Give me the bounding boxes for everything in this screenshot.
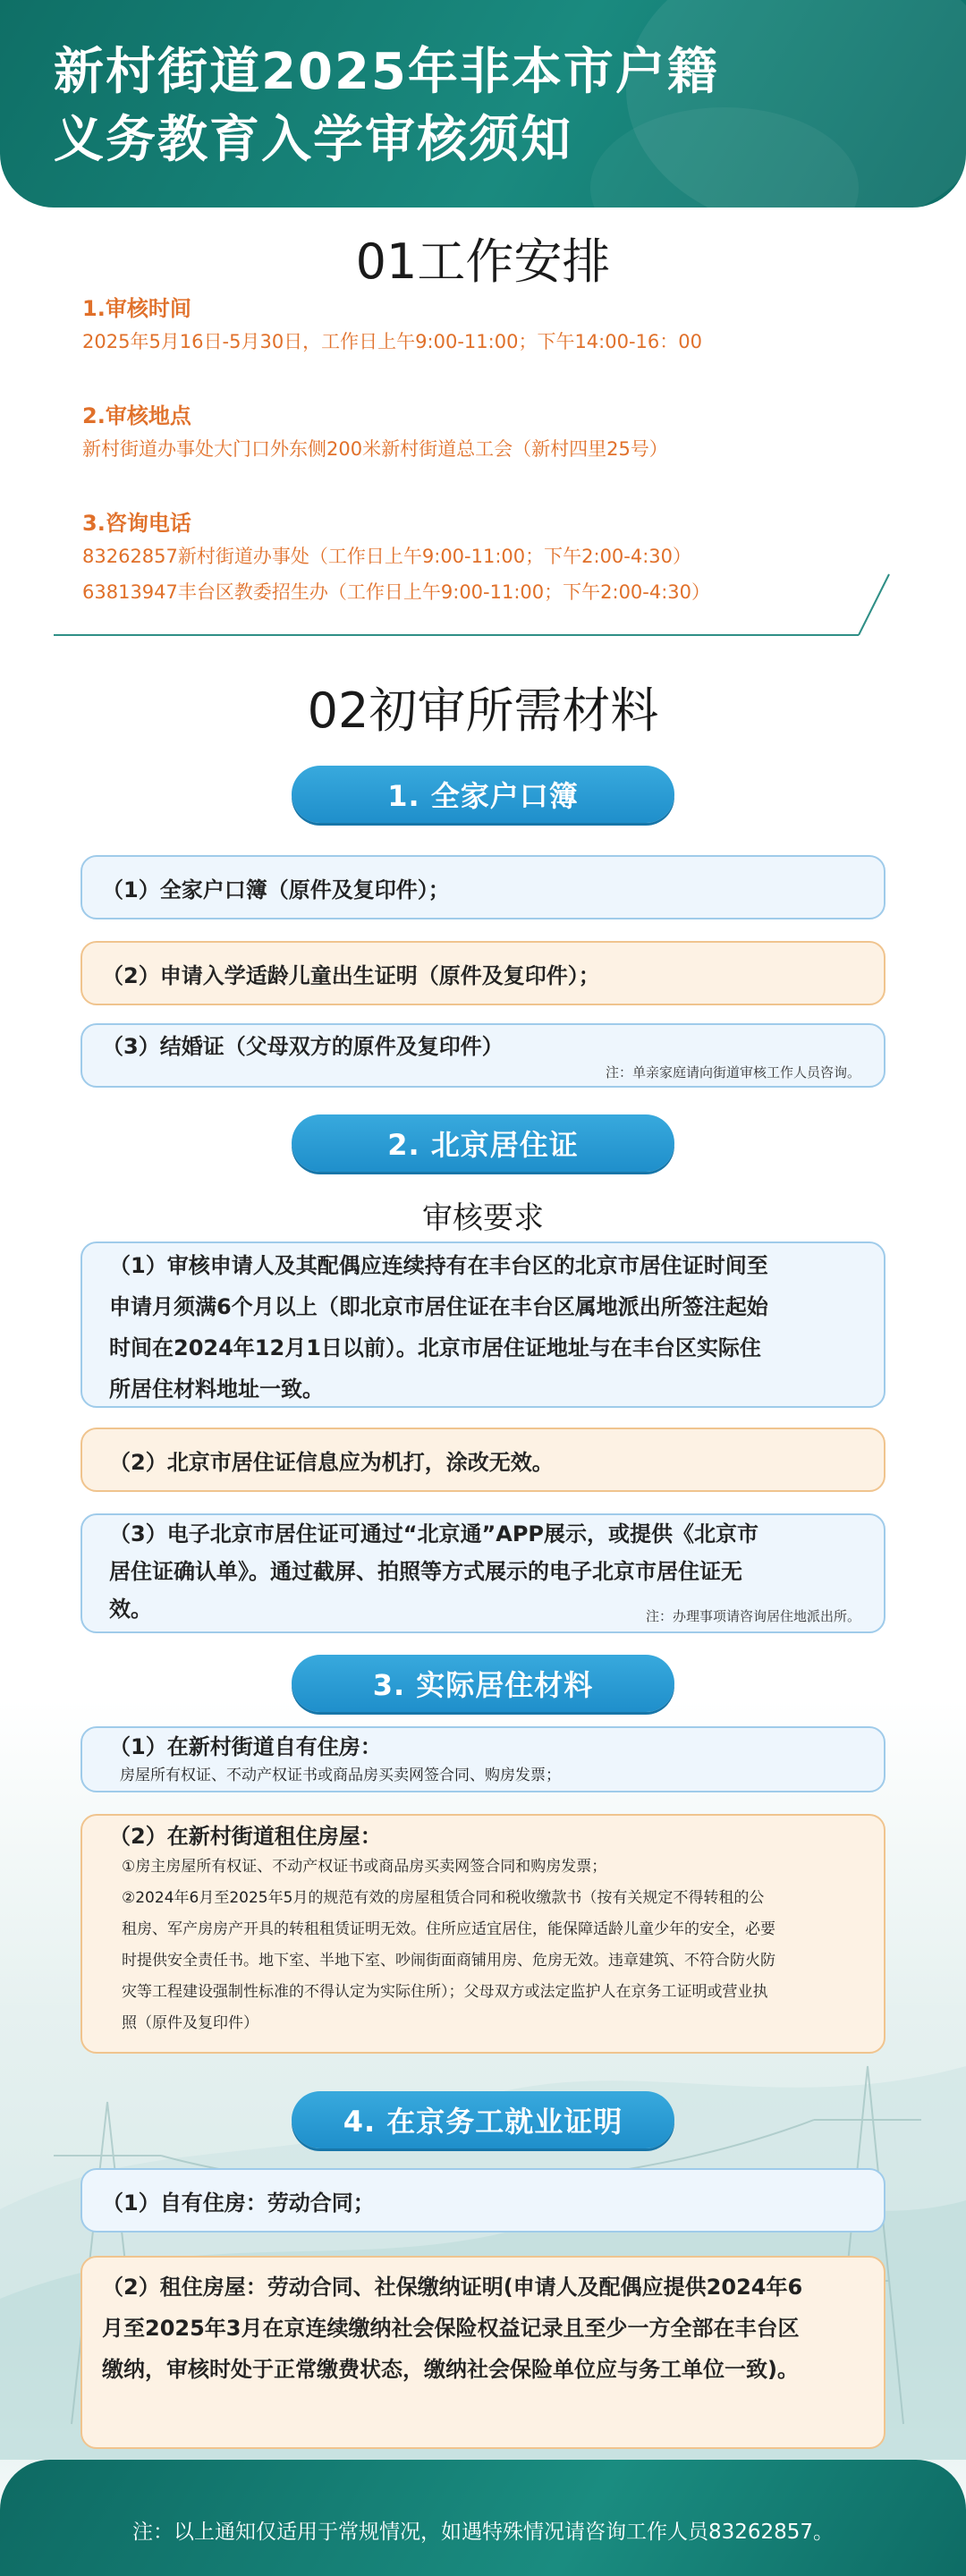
requirement-box	[80, 1814, 886, 2054]
category-pill-household-register: 1. 全家户口簿	[292, 766, 674, 823]
requirement-box	[80, 855, 886, 919]
requirement-heading: （2）在新村街道租住房屋：	[109, 1824, 382, 1849]
requirement-text: （3）结婚证（父母双方的原件及复印件）	[102, 1034, 504, 1059]
info-heading: 2.审核地点	[82, 403, 191, 428]
info-line: 63813947丰台区教委招生办（工作日上午9:00-11:00；下午2:00-4:30）	[82, 581, 711, 603]
page-title-line-1: 新村街道2025年非本市户籍	[54, 43, 719, 101]
info-heading: 1.审核时间	[82, 296, 191, 321]
requirement-line: 时间在2024年12月1日以前）。北京市居住证地址与在丰台区实际住	[109, 1335, 761, 1360]
requirement-text: （2）北京市居住证信息应为机打，涂改无效。	[109, 1449, 554, 1475]
requirement-text: （2）申请入学适龄儿童出生证明（原件及复印件）；	[102, 962, 600, 988]
requirement-box	[80, 1428, 886, 1492]
requirement-box	[80, 2256, 886, 2449]
info-line: 2025年5月16日-5月30日，工作日上午9:00-11:00；下午14:00-16：00	[82, 331, 702, 352]
requirement-line: （1）审核申请人及其配偶应连续持有在丰台区的北京市居住证时间至	[109, 1253, 768, 1278]
category-pill-residence-permit: 2. 北京居住证	[292, 1114, 674, 1172]
requirement-detail: 房屋所有权证、不动产权证书或商品房买卖网签合同、购房发票；	[120, 1767, 561, 1784]
requirement-line: 缴纳，审核时处于正常缴费状态，缴纳社会保险单位应与务工单位一致)。	[102, 2357, 799, 2382]
info-line: 83262857新村街道办事处（工作日上午9:00-11:00；下午2:00-4:30）	[82, 546, 692, 567]
section-title-work-arrangement: 01工作安排	[355, 233, 611, 290]
requirement-line: （2）租住房屋：劳动合同、社保缴纳证明(申请人及配偶应提供2024年6	[102, 2275, 803, 2300]
requirement-detail: 租房、军产房房产开具的转租租赁证明无效。住所应适宜居住，能保障适龄儿童少年的安全，必要	[122, 1920, 775, 1938]
info-heading: 3.咨询电话	[82, 511, 191, 536]
requirement-detail: 照（原件及复印件）	[122, 2014, 258, 2032]
review-requirements-heading: 审核要求	[422, 1200, 544, 1236]
requirement-heading: （1）在新村街道自有住房：	[109, 1734, 382, 1759]
requirement-line: 申请月须满6个月以上（即北京市居住证在丰台区属地派出所签注起始	[109, 1294, 768, 1319]
requirement-line: 效。	[109, 1597, 152, 1622]
requirement-text: （1）全家户口簿（原件及复印件）；	[102, 877, 450, 902]
requirement-line: 所居住材料地址一致。	[109, 1377, 324, 1402]
requirement-detail: ②2024年6月至2025年5月的规范有效的房屋租赁合同和税收缴款书（按有关规定不得转租的公	[122, 1889, 765, 1907]
requirement-box	[80, 1513, 886, 1633]
requirement-line: 居住证确认单》。通过截屏、拍照等方式展示的电子北京市居住证无	[109, 1559, 742, 1584]
page-title-line-2: 义务教育入学审核须知	[54, 111, 572, 169]
requirement-note: 注：单亲家庭请向街道审核工作人员咨询。	[605, 1064, 860, 1080]
section-divider-line	[54, 569, 894, 640]
requirement-box	[80, 1023, 886, 1088]
category-pill-employment-proof: 4. 在京务工就业证明	[292, 2091, 674, 2148]
requirement-detail: ①房主房屋所有权证、不动产权证书或商品房买卖网签合同和购房发票；	[122, 1858, 607, 1876]
section-title-materials: 02初审所需材料	[307, 682, 659, 739]
requirement-text: （1）自有住房：劳动合同；	[102, 2190, 375, 2216]
info-review-location	[82, 401, 887, 467]
requirement-detail: 时提供安全责任书。地下室、半地下室、吵闹街面商铺用房、危房无效。违章建筑、不符合防火防	[122, 1952, 775, 1970]
requirement-box	[80, 1241, 886, 1408]
footer-note: 注：以上通知仅适用于常规情况，如遇特殊情况请咨询工作人员83262857。	[131, 2521, 835, 2544]
requirement-box	[80, 2168, 886, 2233]
category-pill-residence-materials: 3. 实际居住材料	[292, 1655, 674, 1712]
requirement-detail: 灾等工程建设强制性标准的不得认定为实际住所）；父母双方或法定监护人在京务工证明或营业执	[122, 1983, 768, 2001]
requirement-note: 注：办理事项请咨询居住地派出所。	[645, 1608, 860, 1624]
requirement-line: 月至2025年3月在京连续缴纳社会保险权益记录且至少一方全部在丰台区	[102, 2316, 800, 2341]
info-line: 新村街道办事处大门口外东侧200米新村街道总工会（新村四里25号）	[82, 438, 668, 460]
requirement-box	[80, 941, 886, 1005]
requirement-line: （3）电子北京市居住证可通过“北京通”APP展示，或提供《北京市	[109, 1521, 758, 1546]
requirement-box	[80, 1726, 886, 1792]
info-review-time	[82, 293, 887, 360]
